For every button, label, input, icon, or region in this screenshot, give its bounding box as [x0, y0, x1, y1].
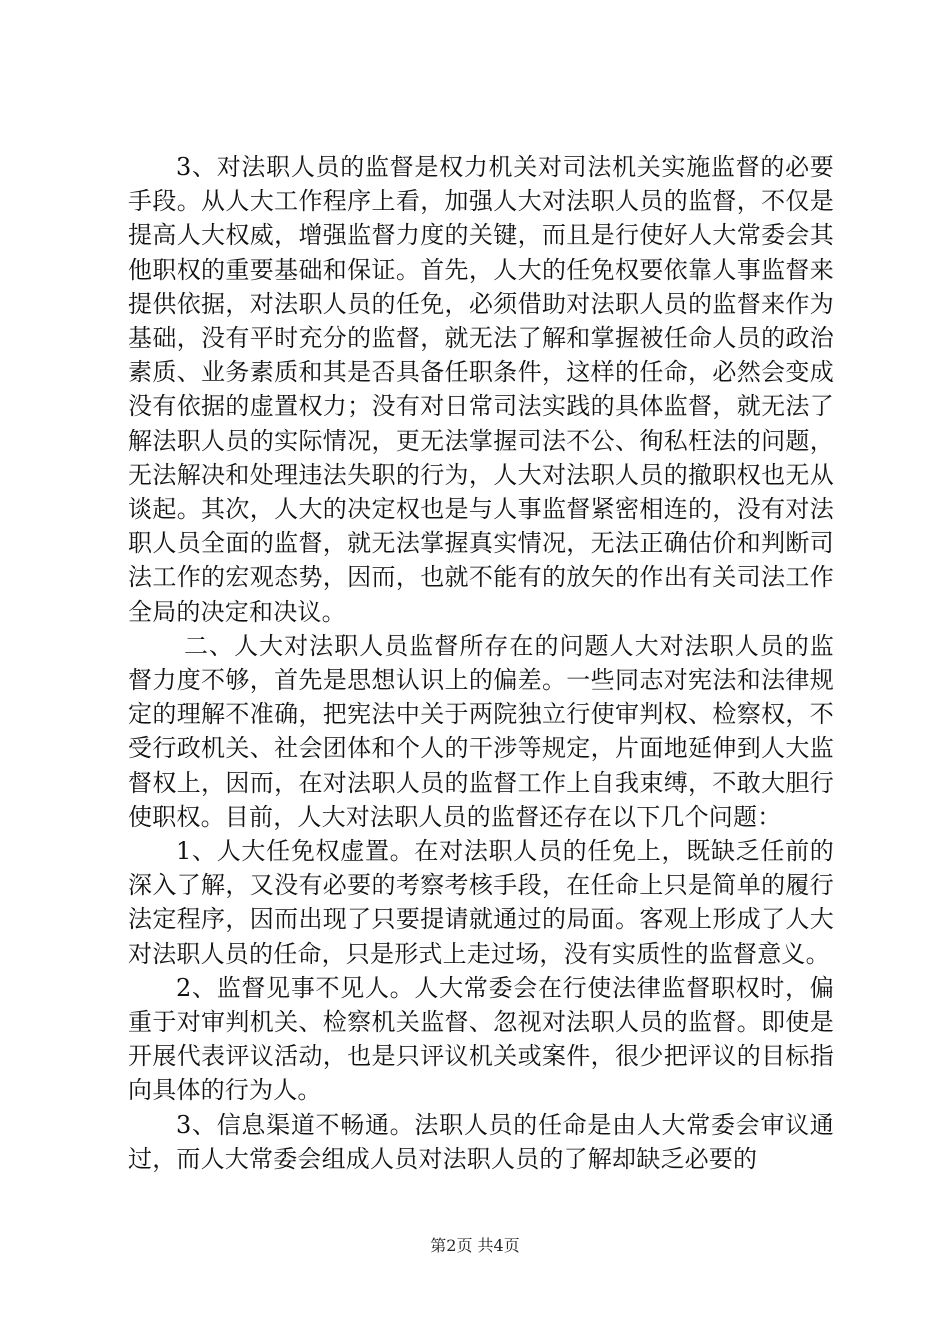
paragraph-supervision-means: 3、对法职人员的监督是权力机关对司法机关实施监督的必要手段。从人大工作程序上看，加强人大对法职人员的监督，不仅是提高人大权威，增强监督力度的关键，而且是行使好人大常委会其他职权的重要基础和保证。首先，人大的任免权要依靠人事监督来提供依据，对法职人员的任免，必须借助对法职人员的监督来作为基础，没有平时充分的监督，就无法了解和掌握被任命人员的政治素质、业务素质和其是否具备任职条件，这样的任命，必然会变成没有依据的虚置权力；没有对日常司法实践的具体监督，就无法了解法职人员的实际情况，更无法掌握司法不公、徇私枉法的问题，无法解决和处理违法失职的行为，人大对法职人员的撤职权也无从谈起。其次，人大的决定权也是与人事监督紧密相连的，没有对法职人员全面的监督，就无法掌握真实情况，无法正确估价和判断司法工作的宏观态势，因而，也就不能有的放矢的作出有关司法工作全局的决定和决议。 — [128, 153, 834, 626]
paragraph-oversight-focus: 2、监督见事不见人。人大常委会在行使法律监督职权时，偏重于对审判机关、检察机关监督、忽视对法职人员的监督。即使是开展代表评议活动，也是只评议机关或案件，很少把评议的目标指向具体的行为人。 — [128, 973, 834, 1105]
page-number-footer: 第2页 共4页 — [430, 1236, 520, 1255]
document-body — [128, 150, 834, 1176]
paragraph-information-channels: 3、信息渠道不畅通。法职人员的任命是由人大常委会审议通过，而人大常委会组成人员对法职人员的了解却缺乏必要的 — [128, 1110, 834, 1173]
paragraph-existing-problems: 二、人大对法职人员监督所存在的问题人大对法职人员的监督力度不够，首先是思想认识上的偏差。一些同志对宪法和法律规定的理解不准确，把宪法中关于两院独立行使审判权、检察权，不受行政机关、社会团体和个人的干涉等规定，片面地延伸到人大监督权上，因而，在对法职人员的监督工作上自我束缚，不敢大胆行使职权。目前，人大对法职人员的监督还存在以下几个问题： — [128, 631, 834, 831]
paragraph-appointment-power: 1、人大任免权虚置。在对法职人员的任免上，既缺乏任前的深入了解，又没有必要的考察考核手段，在任命上只是简单的履行法定程序，因而出现了只要提请就通过的局面。客观上形成了人大对法职人员的任命，只是形式上走过场，没有实质性的监督意义。 — [128, 837, 834, 968]
